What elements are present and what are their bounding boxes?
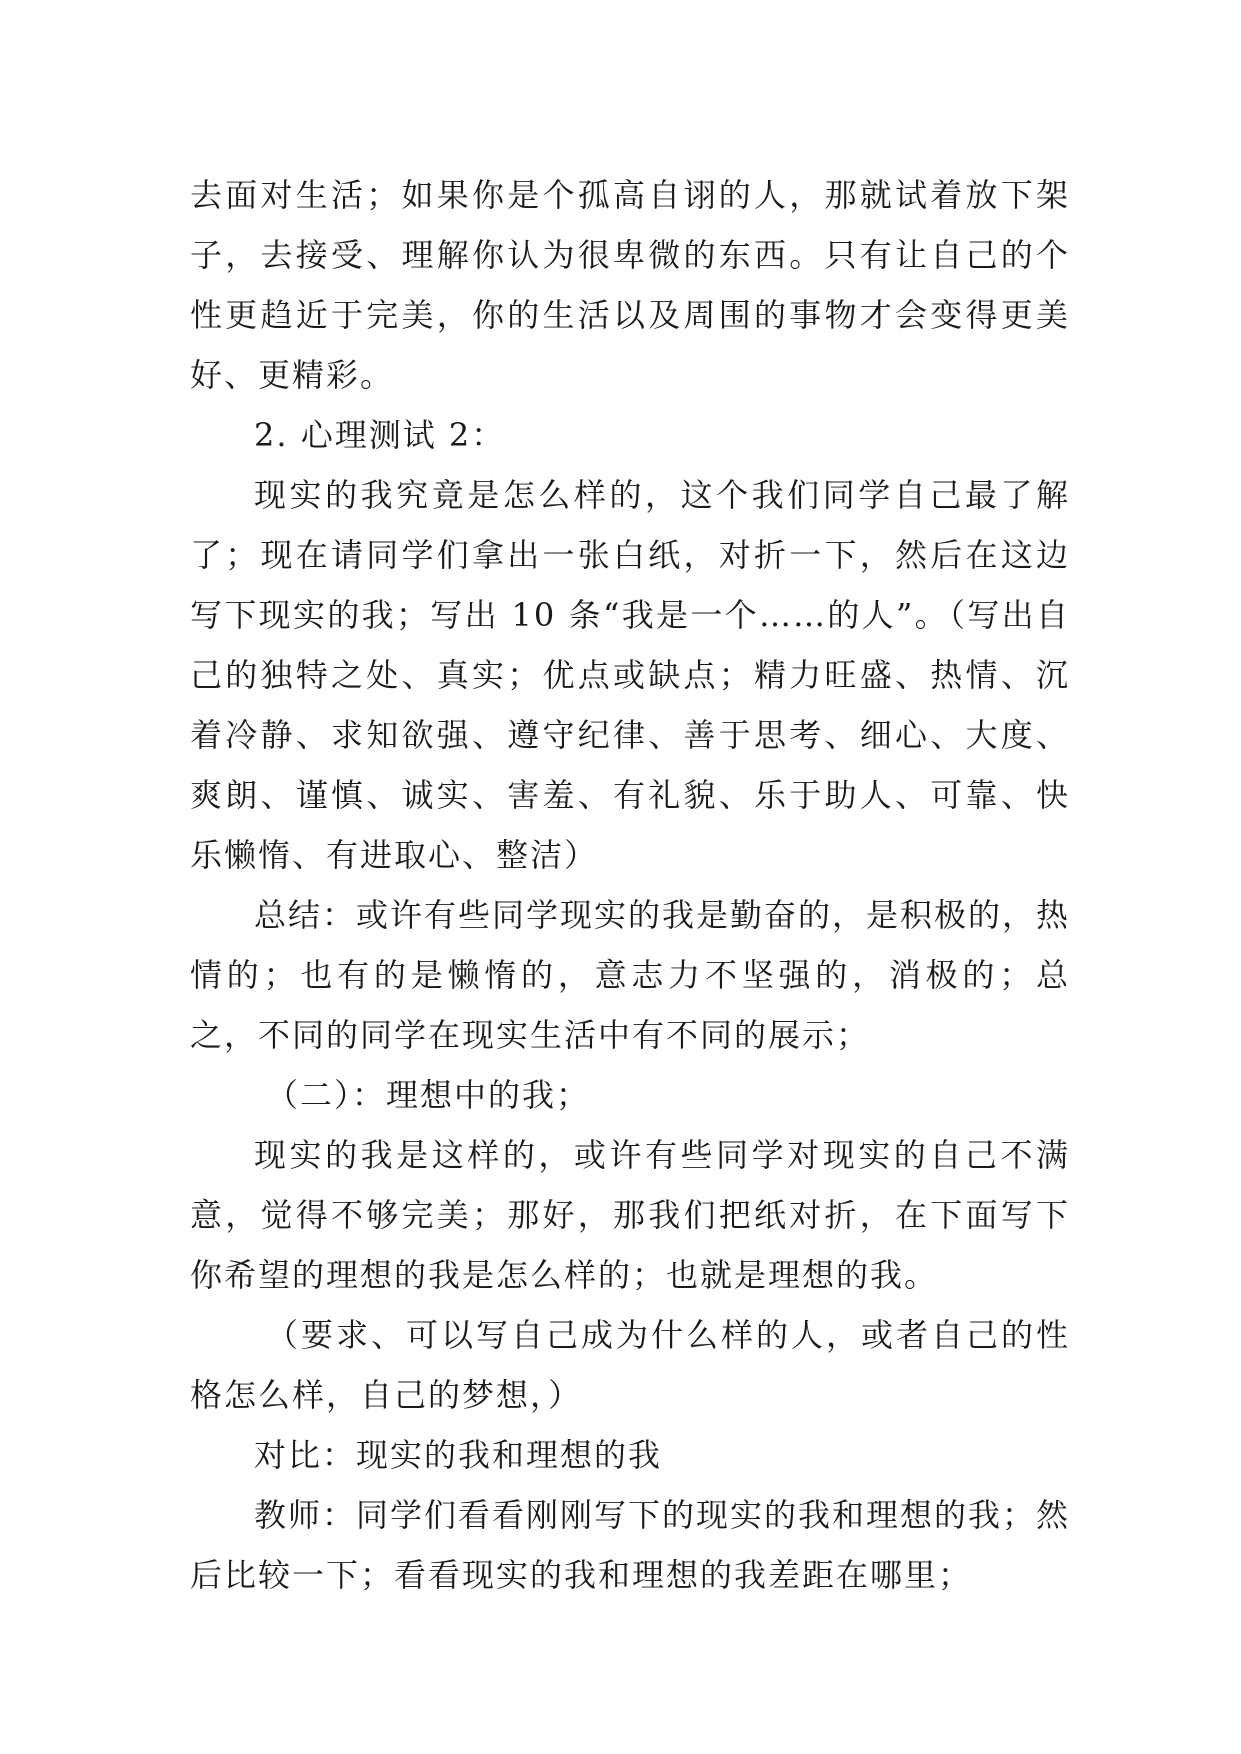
paragraph-continuation: 去面对生活；如果你是个孤高自诩的人，那就试着放下架子，去接受、理解你认为很卑微的东西。只有让自己的个性更趋近于完美，你的生活以及周围的事物才会变得更美好、更精彩。 bbox=[190, 176, 1070, 394]
paragraph-teacher: 教师：同学们看看刚刚写下的现实的我和理想的我；然后比较一下；看看现实的我和理想的我差距在哪里； bbox=[190, 1496, 1071, 1594]
document-body bbox=[190, 165, 1070, 1605]
paragraph-real-self-instructions: 现实的我究竟是怎么样的，这个我们同学自己最了解了；现在请同学们拿出一张白纸，对折一下，然后在这边写下现实的我；写出 10 条“我是一个……的人”。（写出自己的独特之处、真实；优点或缺点；精力旺盛、热情、沉着冷静、求知欲强、遵守纪律、善于思考、细心、大度、爽朗、谨慎、诚实、害羞、有礼貌、乐于助人、可靠、快乐懒惰、有进取心、整洁） bbox=[190, 476, 1070, 874]
paragraph-comparison: 对比：现实的我和理想的我 bbox=[254, 1436, 663, 1474]
section-heading-psych-test-2: 2. 心理测试 2： bbox=[254, 416, 506, 454]
section-heading-ideal-self: （二）：理想中的我； bbox=[266, 1076, 591, 1114]
paragraph-summary: 总结：或许有些同学现实的我是勤奋的，是积极的，热情的；也有的是懒惰的，意志力不坚强的，消极的；总之，不同的同学在现实生活中有不同的展示； bbox=[190, 896, 1071, 1054]
paragraph-requirements: （要求、可以写自己成为什么样的人，或者自己的性格怎么样，自己的梦想，） bbox=[190, 1316, 1070, 1414]
paragraph-ideal-self-instructions: 现实的我是这样的，或许有些同学对现实的自己不满意，觉得不够完美；那好，那我们把纸对折，在下面写下你希望的理想的我是怎么样的；也就是理想的我。 bbox=[190, 1136, 1070, 1294]
